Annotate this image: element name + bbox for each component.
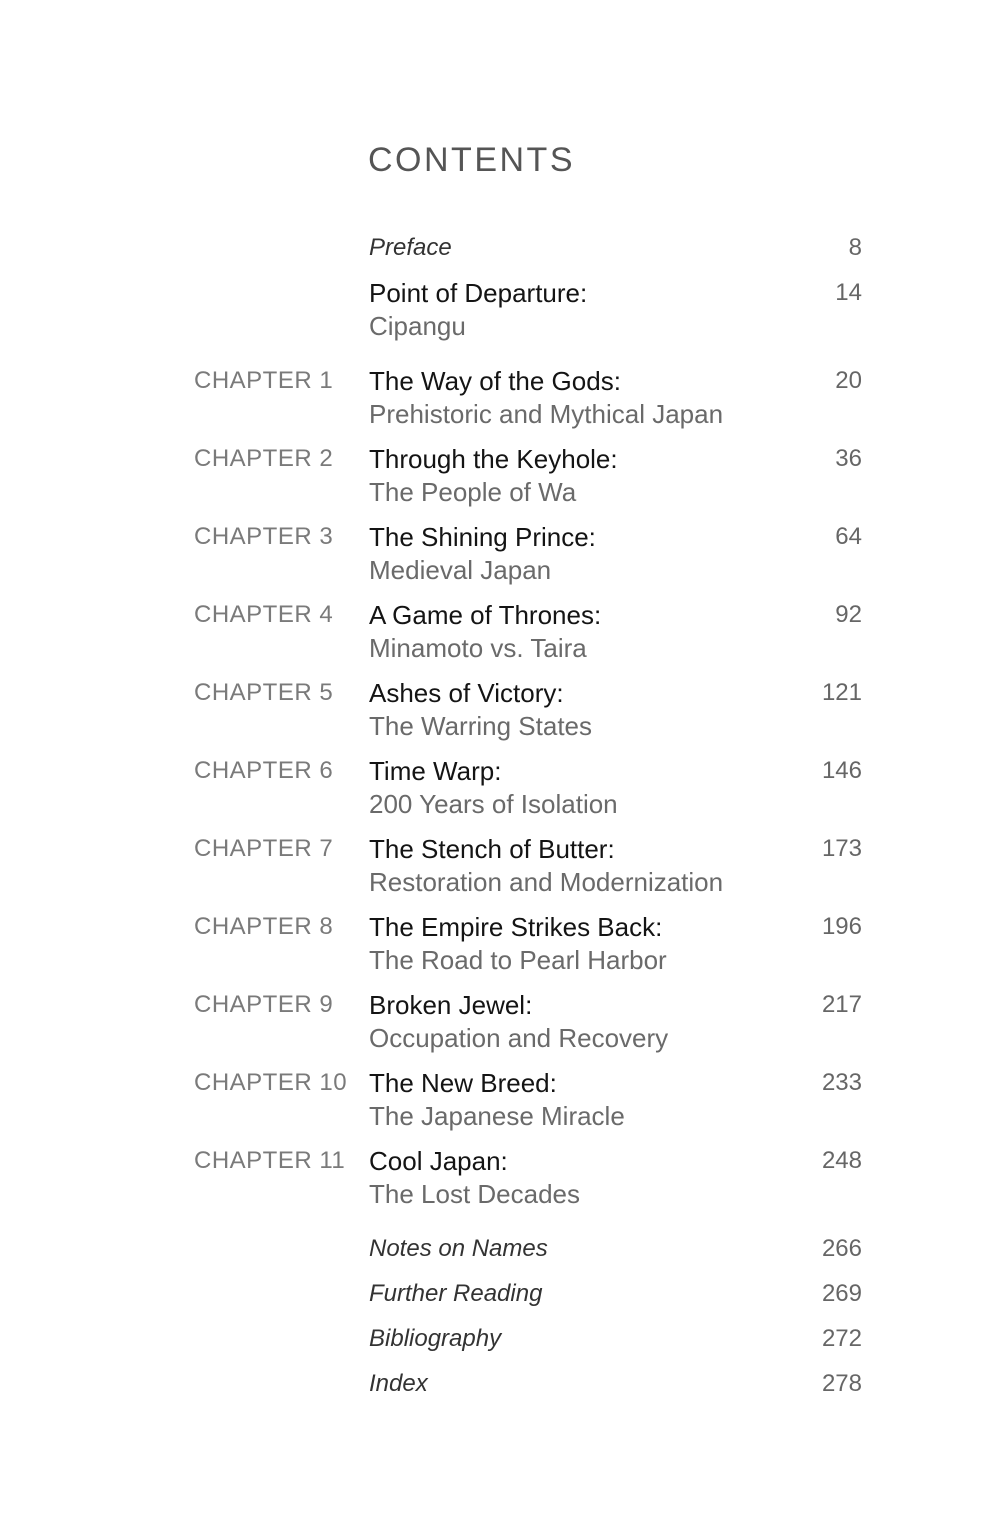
chapter-label: CHAPTER 7 [194,835,334,862]
chapter-label: CHAPTER 5 [194,679,334,706]
chapter-label: CHAPTER 3 [194,523,334,550]
entry-page-number: 20 [835,367,862,394]
entry-title: The Empire Strikes Back: [369,912,663,942]
entry-subtitle: The Warring States [369,711,593,741]
entry-title: The Stench of Butter: [369,834,615,864]
entry-title: Through the Keyhole: [369,444,618,474]
chapter-label: CHAPTER 9 [194,991,334,1018]
entry-page-number: 272 [821,1325,862,1352]
entry-title: Further Reading [369,1280,543,1307]
entry-page-number: 217 [821,991,862,1018]
entry-subtitle: The People of Wa [369,477,577,507]
entry-title: The Shining Prince: [369,522,596,552]
entry-title: Point of Departure: [369,278,588,308]
entry-subtitle: Occupation and Recovery [369,1023,669,1053]
chapter-label: CHAPTER 8 [194,913,334,940]
entry-page-number: 278 [821,1370,862,1397]
entry-page-number: 8 [848,234,862,261]
entry-title: Index [369,1370,428,1397]
entry-title: A Game of Thrones: [369,600,602,630]
entry-title: Bibliography [369,1325,502,1352]
entry-subtitle: The Lost Decades [369,1179,581,1209]
chapter-label: CHAPTER 2 [194,445,334,472]
entry-page-number: 266 [821,1235,862,1262]
chapter-label: CHAPTER 6 [194,757,334,784]
entry-page-number: 173 [821,835,862,862]
entry-title: Notes on Names [369,1235,548,1262]
entry-title: Cool Japan: [369,1146,508,1176]
entry-page-number: 146 [821,757,862,784]
entry-page-number: 248 [821,1147,862,1174]
entry-page-number: 269 [821,1280,862,1307]
entry-page-number: 92 [835,601,862,628]
entry-subtitle: Prehistoric and Mythical Japan [369,399,724,429]
entry-subtitle: Restoration and Modernization [369,867,724,897]
chapter-label: CHAPTER 4 [194,601,334,628]
entry-page-number: 14 [835,279,862,306]
entry-subtitle: Medieval Japan [369,555,552,585]
entry-title: Time Warp: [369,756,502,786]
entry-subtitle: Minamoto vs. Taira [369,633,587,663]
entry-title: The Way of the Gods: [369,366,621,396]
chapter-label: CHAPTER 10 [194,1069,348,1096]
entry-page-number: 36 [835,445,862,472]
entry-page-number: 121 [821,679,862,706]
entry-title: Preface [369,234,452,261]
entry-page-number: 233 [821,1069,862,1096]
chapter-label: CHAPTER 11 [194,1147,346,1174]
entry-title: Ashes of Victory: [369,678,564,708]
entry-subtitle: The Road to Pearl Harbor [369,945,667,975]
page-title: CONTENTS [368,141,575,179]
chapter-label: CHAPTER 1 [194,367,334,394]
entry-subtitle: 200 Years of Isolation [369,789,618,819]
entry-subtitle: The Japanese Miracle [369,1101,625,1131]
entry-subtitle: Cipangu [369,311,466,341]
entry-title: Broken Jewel: [369,990,533,1020]
entry-page-number: 196 [821,913,862,940]
entry-title: The New Breed: [369,1068,557,1098]
entry-page-number: 64 [835,523,862,550]
